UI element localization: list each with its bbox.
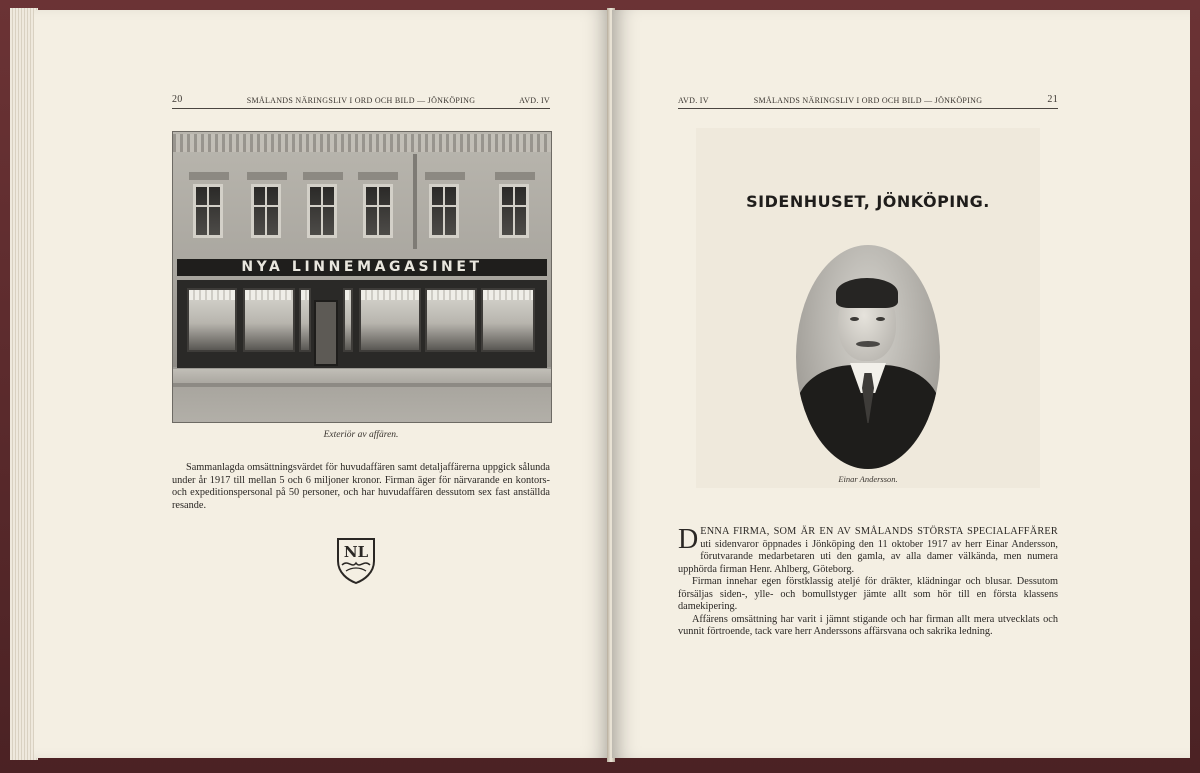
lead-caps: ENNA FIRMA, SOM ÄR EN AV SMÅLANDS STÖRSTA SPECIALAFFÄRER xyxy=(700,526,1058,537)
window-pediment xyxy=(495,172,535,180)
window-pediment xyxy=(358,172,398,180)
upper-window xyxy=(363,184,393,238)
portrait-eye xyxy=(876,317,885,321)
left-paragraph: Sammanlagda omsättningsvärdet för huvudaffären samt detaljaffärerna uppgick sålunda under år 1917 till mellan 5 och 6 miljoner kronor. Firman äger för närvarande en kontors- och expeditionspersonal på 50 personer, och har huvudaffären dessutom sex fast anställda resande. xyxy=(172,462,550,511)
right-running-title: SMÅLANDS NÄRINGSLIV I ORD OCH BILD — JÖNKÖPING xyxy=(753,96,983,105)
street xyxy=(173,369,551,422)
upper-window xyxy=(307,184,337,238)
window-pediment xyxy=(425,172,465,180)
portrait-hair xyxy=(836,278,898,308)
article-paragraph-2: Firman innehar egen förstklassig ateljé för dräkter, klädningar och blusar. Dessutom försäljas siden-, ylle- och bomullstyger jämte allt som hör till en första klassens damekipering. xyxy=(678,576,1058,612)
left-running-header xyxy=(172,96,550,109)
drop-cap: D xyxy=(678,524,699,555)
shop-door xyxy=(314,300,338,366)
upper-window xyxy=(499,184,529,238)
shield-monogram-icon xyxy=(334,535,378,585)
article-paragraph-1 xyxy=(678,526,1058,576)
window-pediment xyxy=(247,172,287,180)
shop-front xyxy=(177,280,547,368)
upper-window xyxy=(193,184,223,238)
left-running-title: SMÅLANDS NÄRINGSLIV I ORD OCH BILD — JÖNKÖPING xyxy=(246,96,476,105)
portrait-eye xyxy=(850,317,859,321)
pilaster xyxy=(413,154,417,249)
portrait-caption: Einar Andersson. xyxy=(838,474,898,484)
left-page-number: 20 xyxy=(172,94,183,105)
shop-sign: NYA LINNEMAGASINET xyxy=(177,259,547,276)
shop-window xyxy=(243,288,295,352)
logo-monogram: NL xyxy=(343,543,369,561)
right-page xyxy=(612,10,1190,758)
shop-window xyxy=(187,288,237,352)
shop-window xyxy=(299,288,311,352)
shop-window xyxy=(425,288,477,352)
shop-window xyxy=(343,288,353,352)
shop-window xyxy=(481,288,535,352)
upper-window xyxy=(251,184,281,238)
left-page xyxy=(34,10,610,758)
storefront-photo xyxy=(172,131,552,423)
upper-window xyxy=(429,184,459,238)
facade xyxy=(173,132,551,367)
right-section-label: AVD. IV xyxy=(678,96,709,105)
article-body xyxy=(678,526,1058,639)
article-title: SIDENHUSET, JÖNKÖPING. xyxy=(746,192,990,211)
article-paragraph-3: Affärens omsättning har varit i jämnt stigande och har firman allt mera utvecklats och vunnit förtroende, tack vare herr Anderssons affärsvana och sakrika ledning. xyxy=(678,613,1058,637)
portrait-mustache xyxy=(856,341,880,347)
paragraph-1-text: uti sidenvaror öppnades i Jönköping den 11 oktober 1917 av herr Einar Andersson, förutvarande medarbetaren uti den gamla, av alla damer välkända, men numera upphörda firman Henr. Ahlberg, Göteborg. xyxy=(678,538,1058,575)
cornice xyxy=(173,134,551,152)
portrait-photo xyxy=(796,245,940,469)
right-running-header xyxy=(678,96,1058,109)
shop-window xyxy=(359,288,421,352)
window-pediment xyxy=(189,172,229,180)
right-page-number: 21 xyxy=(1047,94,1058,105)
left-section-label: AVD. IV xyxy=(519,96,550,105)
photo-caption: Exteriör av affären. xyxy=(323,430,399,440)
window-pediment xyxy=(303,172,343,180)
